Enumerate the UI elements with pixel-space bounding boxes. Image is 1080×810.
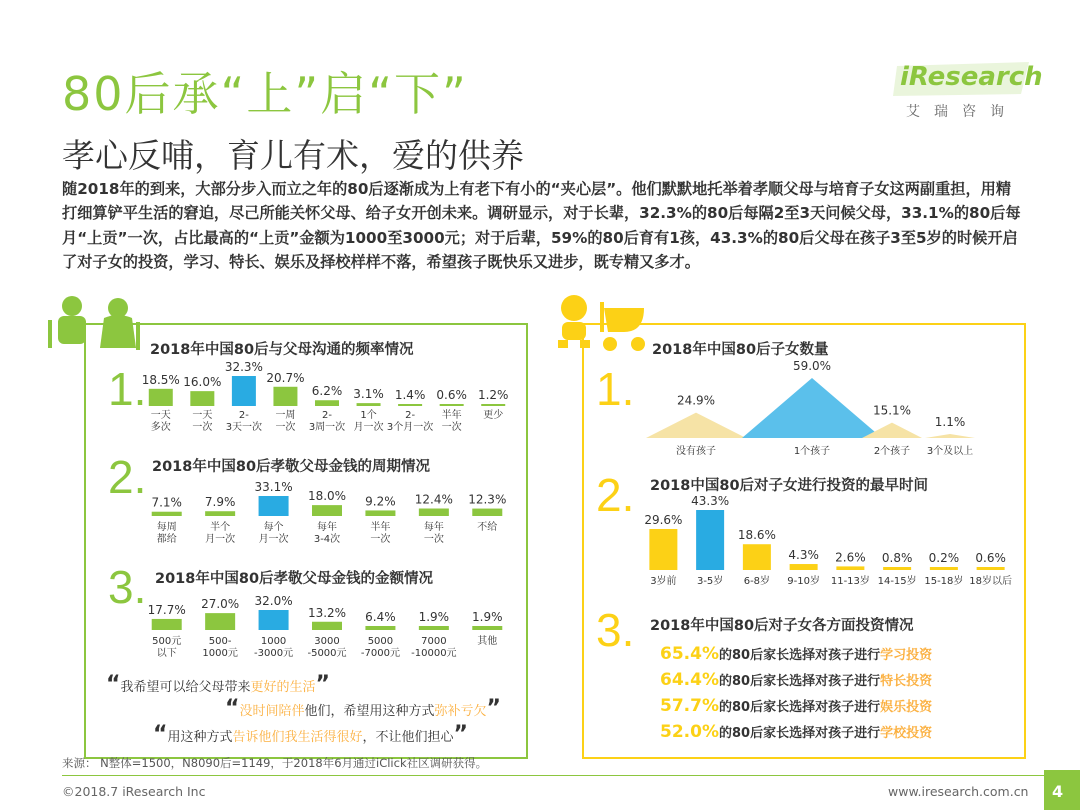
section-number-3: 3. xyxy=(596,604,635,656)
tick-label: 11-13岁 xyxy=(830,576,870,587)
bar xyxy=(357,403,381,406)
invest-row: 65.4%的80后家长选择对孩子进行学习投资 xyxy=(660,644,933,664)
tick-label: 每年 xyxy=(423,522,444,533)
tick-label: -10000元 xyxy=(411,648,457,659)
copyright: ©2018.7 iResearch Inc xyxy=(62,784,206,799)
data-label: 6.2% xyxy=(311,384,343,399)
tick-label: 3000 xyxy=(314,636,340,647)
data-label: 59.0% xyxy=(792,359,832,373)
data-label: 15.1% xyxy=(872,403,912,418)
bar xyxy=(205,511,235,516)
tick-label: 9-10岁 xyxy=(787,576,820,587)
bar xyxy=(743,544,771,570)
chart-title: 2018年中国80后对子女各方面投资情况 xyxy=(650,618,914,634)
bar xyxy=(312,505,342,516)
tick-label: 一次 xyxy=(275,422,296,433)
data-label: 2.6% xyxy=(835,550,866,565)
tick-label: 月一次 xyxy=(205,534,236,545)
data-label: 9.2% xyxy=(365,494,396,509)
data-label: 7.9% xyxy=(204,495,236,510)
bar xyxy=(259,496,289,516)
tick-label: -3000元 xyxy=(254,648,294,659)
tick-label: 一天 xyxy=(150,410,171,421)
bar xyxy=(419,509,449,516)
quote-3: “用这种方式告诉他们我生活得很好，不让他们担心” xyxy=(153,722,468,747)
tick-label: 月一次 xyxy=(353,422,384,433)
tick-label: 一次 xyxy=(441,422,462,433)
data-label: 16.0% xyxy=(183,375,222,390)
tick-label: 3周一次 xyxy=(308,422,346,433)
chart-title: 2018年中国80后孝敬父母金钱的金额情况 xyxy=(155,571,434,587)
page-subtitle: 孝心反哺，育儿有术，爱的供养 xyxy=(62,136,524,175)
tick-label: 半年 xyxy=(370,522,391,533)
tick-label: 一天 xyxy=(192,410,213,421)
bar xyxy=(205,613,235,630)
tick-label: 2- xyxy=(405,410,416,421)
bar xyxy=(152,512,182,516)
bar xyxy=(273,387,297,406)
bar xyxy=(419,626,449,630)
bar xyxy=(696,510,724,570)
tick-label: 以下 xyxy=(156,648,177,659)
data-label: 4.3% xyxy=(788,548,819,563)
data-label: 13.2% xyxy=(307,605,347,620)
data-label: 1.2% xyxy=(477,388,509,402)
tick-label: 7000 xyxy=(421,636,447,647)
data-label: 3.1% xyxy=(353,387,384,402)
bar xyxy=(836,566,864,570)
data-label: 27.0% xyxy=(201,597,240,612)
tick-label: 半个 xyxy=(210,522,231,533)
data-label: 33.1% xyxy=(254,480,293,494)
tick-label: 1000元 xyxy=(202,648,238,659)
tick-label: 3-4次 xyxy=(313,534,341,545)
communication-frequency-chart xyxy=(140,356,520,442)
section-number-2: 2. xyxy=(108,451,147,503)
children-count-chart xyxy=(646,358,1016,460)
tick-label: 多次 xyxy=(150,422,171,433)
chart-title: 2018年中国80后孝敬父母金钱的周期情况 xyxy=(152,459,431,475)
tick-label: 不给 xyxy=(477,522,498,533)
data-label: 43.3% xyxy=(691,496,730,508)
bar xyxy=(977,567,1005,570)
bar xyxy=(649,529,677,570)
intro-paragraph: 随2018年的到来，大部分步入而立之年的80后逐渐成为上有老下有小的“夹心层”。他们默默地托举着孝顺父母与培育子女这两副重担，用精打细算铲平生活的窘迫，尽己所能关怀父母、给子女开创未来。调研显示，对于长辈，32.3%的80后每隔2至3天问候父母，33.1%的80后每月“上贡”一次，占比最高的“上贡”金额为1000至3000元；对于后辈，59%的80后育有1孩，43.3%的80后父母在孩子3至5岁的时候开启了对子女的投资，学习、特长、娱乐及择校样样不落，希望孩子既快乐又进步，既专精又多才。 xyxy=(62,180,1021,272)
tick-label: 一周 xyxy=(275,410,296,421)
invest-start-chart xyxy=(640,496,1020,598)
tick-label: 1个孩子 xyxy=(793,446,831,457)
tick-label: 每年 xyxy=(317,522,337,533)
area-mark xyxy=(742,378,882,438)
data-label: 12.3% xyxy=(468,492,507,507)
tick-label: 18岁以后 xyxy=(969,576,1012,587)
data-label: 1.9% xyxy=(472,610,503,624)
section-number-2: 2. xyxy=(596,469,635,521)
data-label: 0.8% xyxy=(881,551,913,565)
data-label: 18.5% xyxy=(141,372,180,387)
footer-divider xyxy=(62,775,1062,776)
section-number-1: 1. xyxy=(108,363,147,415)
invest-row: 57.7%的80后家长选择对孩子进行娱乐投资 xyxy=(660,696,933,716)
tick-label: 2个孩子 xyxy=(873,446,911,457)
bar xyxy=(365,510,395,516)
source-note: 来源： N整体=1500，N8090后=1149，于2018年6月通过iClick社区调研获得。 xyxy=(62,756,488,770)
page-number: 4 xyxy=(1052,782,1064,801)
tick-label: 月一次 xyxy=(258,534,289,545)
tick-label: 3-5岁 xyxy=(696,576,724,587)
tick-label: 没有孩子 xyxy=(676,446,716,457)
logo-subtitle: 艾瑞咨询 xyxy=(906,104,1018,120)
data-label: 6.4% xyxy=(365,610,396,624)
data-label: 29.6% xyxy=(644,512,683,527)
tick-label: 每周 xyxy=(156,522,177,533)
data-label: 24.9% xyxy=(676,393,716,408)
chart-title: 2018中国80后对子女进行投资的最早时间 xyxy=(650,478,929,494)
tick-label: 更少 xyxy=(483,410,504,421)
bar xyxy=(259,610,289,630)
bar xyxy=(149,389,173,406)
tick-label: -7000元 xyxy=(360,648,400,659)
invest-row: 52.0%的80后家长选择对孩子进行学校投资 xyxy=(660,722,933,742)
bar xyxy=(930,567,958,570)
data-label: 1.9% xyxy=(418,610,450,624)
money-amount-chart xyxy=(140,588,520,664)
bar xyxy=(365,626,395,630)
tick-label: 6-8岁 xyxy=(743,576,771,587)
bar xyxy=(472,626,502,630)
data-label: 20.7% xyxy=(266,370,305,385)
invest-row: 64.4%的80后家长选择对孩子进行特长投资 xyxy=(660,670,933,690)
chart-title: 2018年中国80后子女数量 xyxy=(652,342,829,358)
tick-label: 一次 xyxy=(192,422,213,433)
chart-title: 2018年中国80后与父母沟通的频率情况 xyxy=(150,342,414,358)
tick-label: 500- xyxy=(208,636,232,647)
bar xyxy=(398,404,422,406)
data-label: 0.6% xyxy=(436,388,467,402)
bar xyxy=(440,404,464,406)
data-label: 32.3% xyxy=(224,360,263,374)
data-label: 0.2% xyxy=(928,551,960,565)
data-label: 12.4% xyxy=(414,492,453,507)
website-link[interactable]: www.iresearch.com.cn xyxy=(888,784,1029,799)
tick-label: 其他 xyxy=(477,636,498,647)
tick-label: 2- xyxy=(238,410,249,421)
tick-label: 1000 xyxy=(260,636,287,647)
bar xyxy=(190,391,214,406)
tick-label: 3天一次 xyxy=(225,422,263,433)
data-label: 32.0% xyxy=(254,594,293,608)
area-mark xyxy=(925,434,975,438)
logo-text: iResearch xyxy=(900,62,1043,92)
tick-label: 每个 xyxy=(263,522,284,533)
bar xyxy=(232,376,256,406)
area-mark xyxy=(646,413,746,438)
tick-label: 1个 xyxy=(360,410,377,421)
tick-label: 一次 xyxy=(370,534,391,545)
data-label: 7.1% xyxy=(151,495,182,510)
tick-label: 500元 xyxy=(152,636,182,647)
tick-label: 3个月一次 xyxy=(386,422,434,433)
data-label: 18.0% xyxy=(307,489,347,504)
bar xyxy=(152,619,182,630)
tick-label: 2- xyxy=(322,410,332,421)
quote-2: “没时间陪伴他们，希望用这种方式弥补亏欠” xyxy=(225,696,501,721)
bar xyxy=(481,404,505,406)
tick-label: 半年 xyxy=(441,410,462,421)
data-label: 1.4% xyxy=(394,388,426,402)
section-number-1: 1. xyxy=(596,363,635,415)
bar xyxy=(315,400,339,406)
page-title: 80后承“上”启“下” xyxy=(62,67,468,121)
tick-label: 3个及以上 xyxy=(926,446,974,457)
data-label: 17.7% xyxy=(147,602,186,617)
section-number-3: 3. xyxy=(108,561,147,613)
money-period-chart xyxy=(140,474,520,556)
tick-label: 一次 xyxy=(423,534,444,545)
data-label: 18.6% xyxy=(737,528,776,543)
tick-label: 5000 xyxy=(367,636,394,647)
data-label: 0.6% xyxy=(975,551,1006,565)
quote-1: “我希望可以给父母带来更好的生活” xyxy=(106,672,330,697)
bar xyxy=(790,564,818,570)
tick-label: 15-18岁 xyxy=(924,576,964,587)
tick-label: 3岁前 xyxy=(650,576,677,587)
bar xyxy=(883,567,911,570)
bar xyxy=(472,509,502,516)
data-label: 1.1% xyxy=(934,415,966,429)
tick-label: 14-15岁 xyxy=(877,576,917,587)
tick-label: -5000元 xyxy=(307,648,347,659)
bar xyxy=(312,622,342,630)
tick-label: 都给 xyxy=(156,534,177,545)
